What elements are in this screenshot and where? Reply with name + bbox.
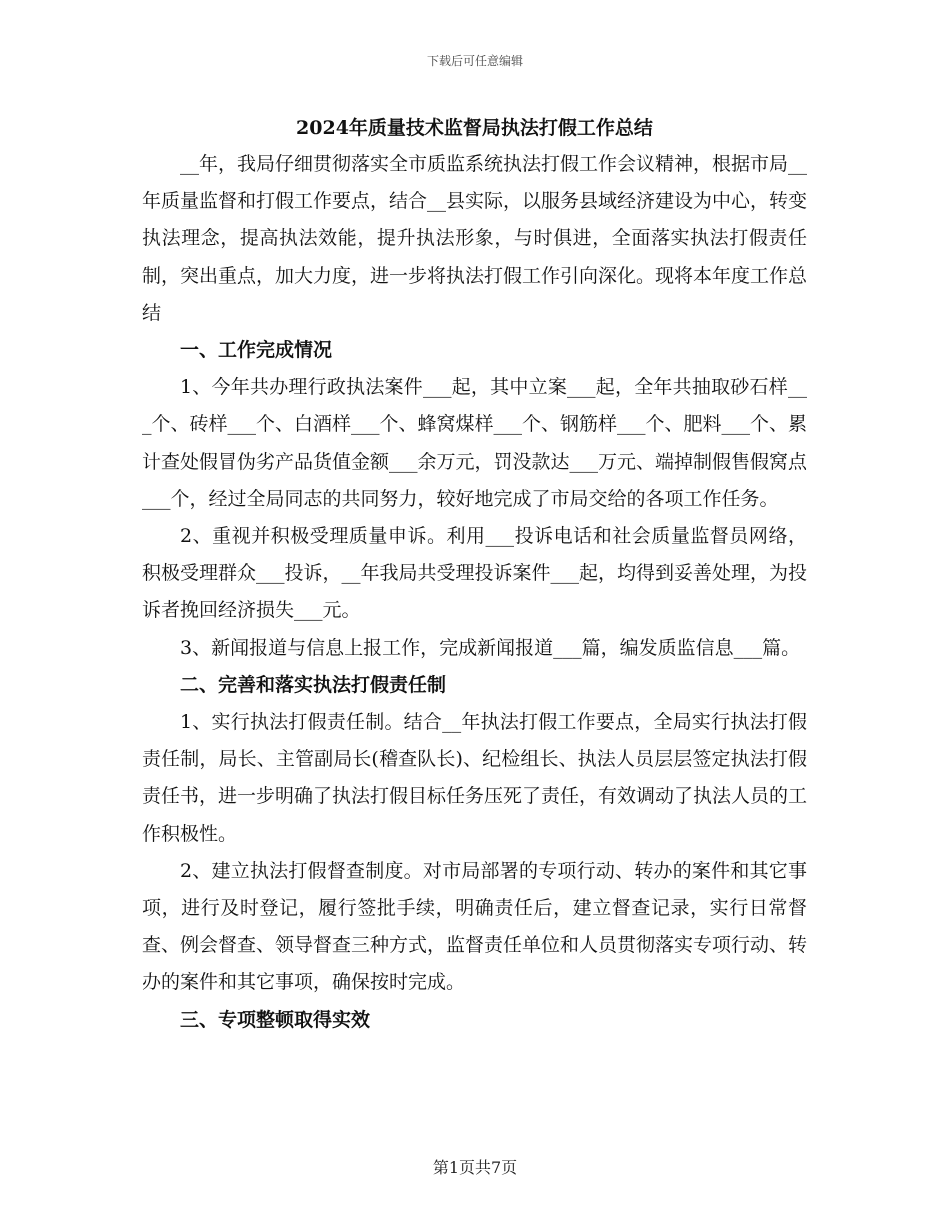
section-2-paragraph-1: 1、实行执法打假责任制。结合__年执法打假工作要点，全局实行执法打假责任制，局长、主管副局长(稽查队长)、纪检组长、执法人员层层签定执法打假责任书，进一步明确了执法打假目标任务压死了责任，有效调动了执法人员的工作积极性。 xyxy=(142,711,808,845)
section-heading-1: 一、工作完成情况 xyxy=(180,339,333,362)
section-2-paragraph-2: 2、建立执法打假督查制度。对市局部署的专项行动、转办的案件和其它事项，进行及时登记，履行签批手续，明确责任后，建立督查记录，实行日常督查、例会督查、领导督查三种方式，监督责任单位和人员贯彻落实专项行动、转办的案件和其它事项，确保按时完成。 xyxy=(142,859,808,994)
document-title: 2024年质量技术监督局执法打假工作总结 xyxy=(296,117,653,139)
page-number-footer: 第1页共7页 xyxy=(432,1158,518,1177)
section-1-paragraph-2: 2、重视并积极受理质量申诉。利用___投诉电话和社会质量监督员网络，积极受理群众___投诉，__年我局共受理投诉案件___起，均得到妥善处理，为投诉者挽回经济损失___元。 xyxy=(142,525,808,622)
section-1-paragraph-3: 3、新闻报道与信息上报工作，完成新闻报道___篇，编发质监信息___篇。 xyxy=(180,636,801,659)
section-heading-2: 二、完善和落实执法打假责任制 xyxy=(180,673,447,696)
page-header-note: 下载后可任意编辑 xyxy=(426,54,523,68)
document-body xyxy=(142,146,807,1039)
section-heading-3: 三、专项整顿取得实效 xyxy=(180,1008,371,1031)
section-1-paragraph-1: 1、今年共办理行政执法案件___起，其中立案___起，全年共抽取砂石样___个、砖样___个、白酒样___个、蜂窝煤样___个、钢筋样___个、肥料___个、累计查处假冒伪劣产品货值金额___余万元，罚没款达___万元、端掉制假售假窝点___个，经过全局同志的共同努力，较好地完成了市局交给的各项工作任务。 xyxy=(142,376,808,510)
intro-paragraph: __年，我局仔细贯彻落实全市质监系统执法打假工作会议精神，根据市局__年质量监督和打假工作要点，结合__县实际，以服务县域经济建设为中心，转变执法理念，提高执法效能，提升执法形象，与时俱进，全面落实执法打假责任制，突出重点，加大力度，进一步将执法打假工作引向深化。现将本年度工作总结 xyxy=(142,153,808,324)
